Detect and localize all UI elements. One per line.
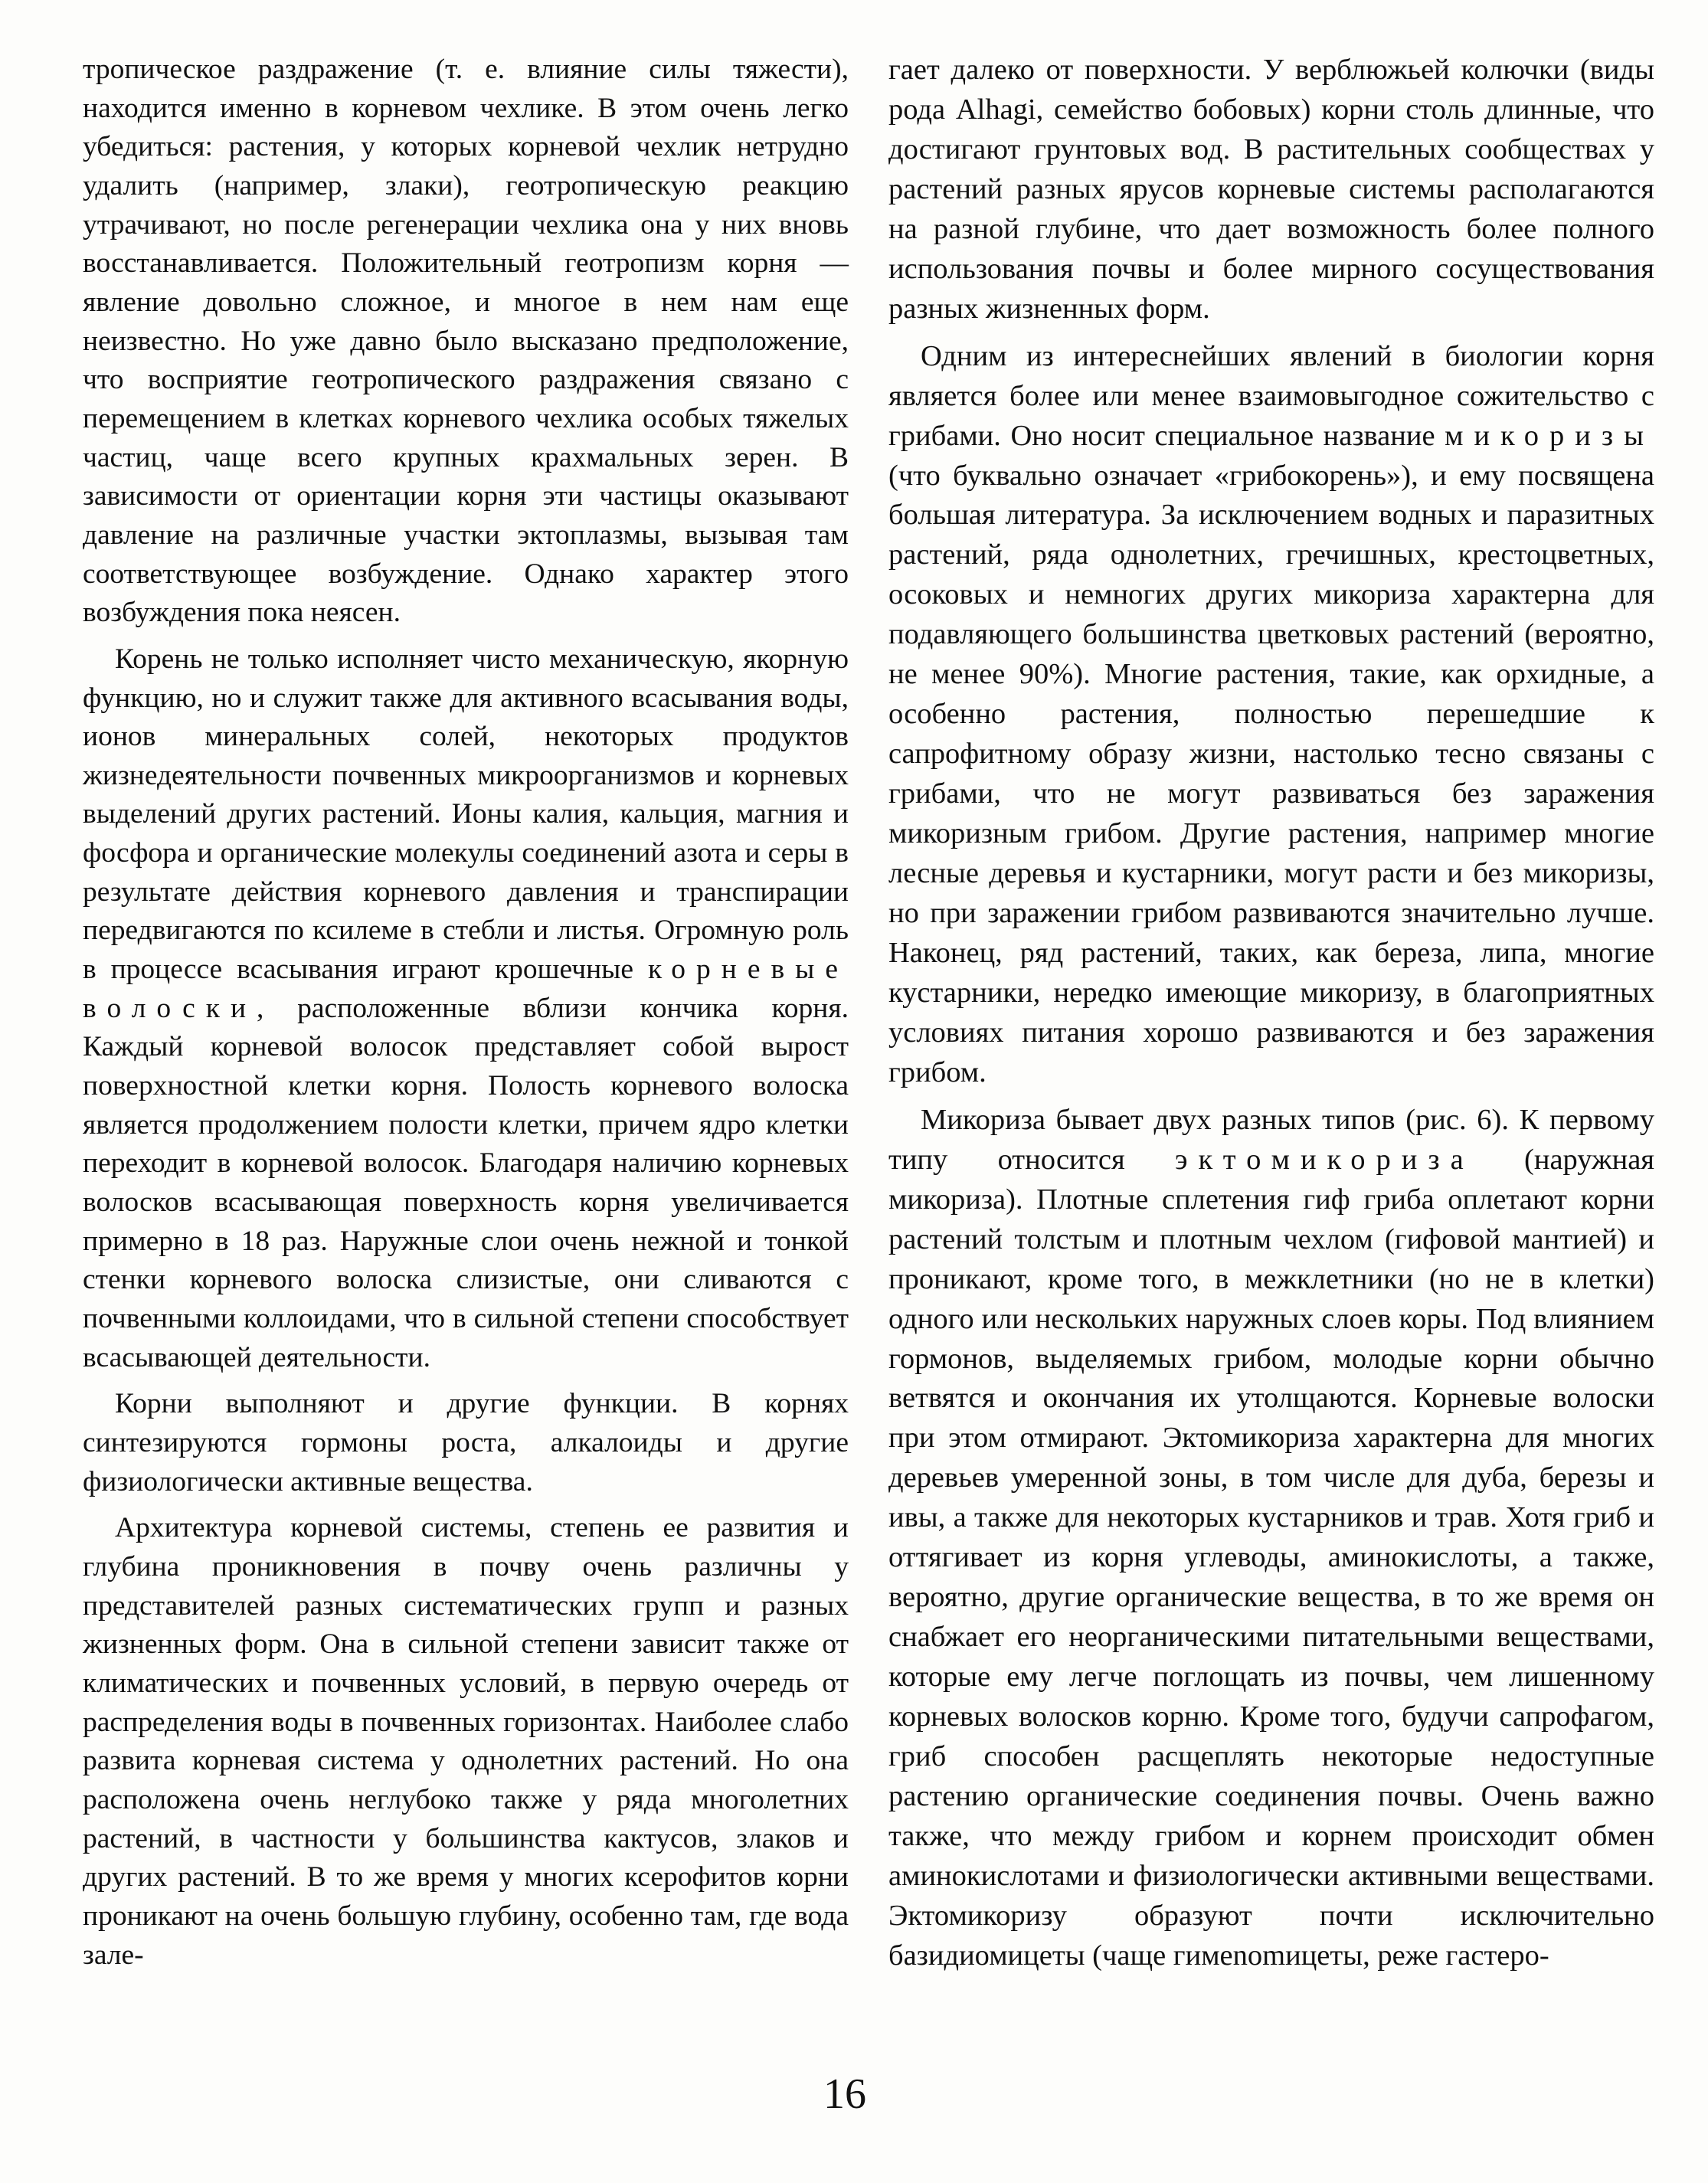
paragraph-text: Корень не только исполняет чисто механическую, якорную функцию, но и служит также для активного всасывания воды, ионов минеральных солей, некоторых продуктов жизнедеятельности почвенных микроорганизмов и корневых выделений других растений. Ионы калия, кальция, магния и фосфора и органические молекулы соединений азота и серы в результате действия корневого давления и транспирации передвигаются по ксилеме в стебли и листья. Огромную роль в процессе всасывания играют крошечные <box>83 643 849 986</box>
spaced-term: корневые волоски <box>83 954 849 1024</box>
right-column <box>888 51 1654 1984</box>
spaced-term: микоризы <box>1445 419 1654 452</box>
spaced-term: эктомикориза <box>1175 1143 1474 1176</box>
paragraph <box>888 1101 1654 1976</box>
paragraph <box>83 640 849 1377</box>
paragraph: Архитектура корневой системы, степень ее развития и глубина проникновения в почву очень различны у представителей разных систематических групп и разных жизненных форм. Она в сильной степени зависит также от климатических и почвенных условий, в первую очередь от распределения воды в почвенных горизонтах. Наиболее слабо развита корневая система у однолетних растений. Но она расположена очень неглубоко также у ряда многолетних растений, в частности у большинства кактусов, злаков и других растений. В то же время у многих ксерофитов корни проникают на очень большую глубину, особенно там, где вода зале- <box>83 1512 849 1971</box>
paragraph: гает далеко от поверхности. У верблюжьей колючки (виды рода Alhagi, семейство бобовых) корни столь длинные, что достигают грунтовых вод. В растительных сообществах у растений разных ярусов корневые системы располагаются на разной глубине, что дает возможность более полного использования почвы и более мирного сосуществования разных жизненных форм. <box>888 54 1654 325</box>
paragraph-text: (наружная микориза). Плотные сплетения гиф гриба оплетают корни растений толстым и плотным чехлом (гифовой мантией) и проникают, кроме того, в межклетники (но не в клетки) одного или нескольких наружных слоев коры. Под влиянием гормонов, выделяемых грибом, молодые корни обычно ветвятся и окончания их утолщаются. Корневые волоски при этом отмирают. Эктомикориза характерна для многих деревьев умеренной зоны, в том числе для дуба, березы и ивы, а также для некоторых кустарников и трав. Хотя гриб и оттягивает из корня углеводы, аминокислоты, а также, вероятно, другие органические вещества, в то же время он снабжает его неорганическими питательными веществами, которые ему легче поглощать из почвы, чем лишенному корневых волосков корню. Кроме того, будучи сапрофагом, гриб способен расщеплять некоторые недоступные растению органические соединения почвы. Очень важно также, что между грибом и корнем происходит обмен аминокислотами и физиологически активными веществами. Эктомикоризу образуют почти исключительно базидиомицеты (чаще гимenomицеты, реже гастеро- <box>888 1143 1655 1972</box>
page-number: 16 <box>823 2070 866 2118</box>
paragraph-text: Микориза бывает двух разных типов (рис. 6). К первому типу относится <box>888 1103 1654 1176</box>
paragraph <box>888 337 1654 1093</box>
paragraph: Корни выполняют и другие функции. В корнях синтезируются гормоны роста, алкалоиды и другие физиологически активные вещества. <box>83 1388 849 1497</box>
paragraph: тропическое раздражение (т. е. влияние силы тяжести), находится именно в корневом чехлике. В этом очень легко убедиться: растения, у которых корневой чехлик нетрудно удалить (например, злаки), геотропическую реакцию утрачивают, но после регенерации чехлика она у них вновь восстанавливается. Положительный геотропизм корня — явление довольно сложное, и многое в нем нам еще неизвестно. Но уже давно было высказано предположение, что восприятие геотропического раздражения связано с перемещением в клетках корневого чехлика особых тяжелых частиц, чаще всего крупных крахмальных зерен. В зависимости от ориентации корня эти частицы оказывают давление на различные участки эктоплазмы, вызывая там соответствующее возбуждение. Однако характер этого возбуждения пока неясен. <box>83 54 849 629</box>
left-column <box>83 51 849 1982</box>
paragraph-text: Одним из интереснейших явлений в биологии корня является более или менее взаимовыгодное сожительство с грибами. Оно носит специальное название <box>888 339 1654 452</box>
paragraph-text: (что буквально означает «грибокорень»), и ему посвящена большая литература. За исключением водных и паразитных растений, ряда однолетних, гречишных, крестоцветных, осоковых и немногих других микориза характерна для подавляющего большинства цветковых растений (вероятно, не менее 90%). Многие растения, такие, как орхидные, а особенно растения, полностью перешедшие к сапрофитному образу жизни, настолько тесно связаны с грибами, что не могут развиваться без заражения микоризным грибом. Другие растения, например многие лесные деревья и кустарники, могут расти и без микоризы, но при заражении грибом развиваются значительно лучше. Наконец, ряд растений, таких, как береза, липа, многие кустарники, нередко имеющие микоризу, в благоприятных условиях питания хорошо развиваются и без заражения грибом. <box>888 459 1654 1088</box>
paragraph-text: , расположенные вблизи кончика корня. Каждый корневой волосок представляет собой вырост поверхностной клетки корня. Полость корневого волоска является продолжением полости клетки, причем ядро клетки переходит в корневой волосок. Благодаря наличию корневых волосков всасывающая поверхность корня увеличивается примерно в 18 раз. Наружные слои очень нежной и тонкой стенки корневого волоска слизистые, они сливаются с почвенными коллоидами, что в сильной степени способствует всасывающей деятельности. <box>83 992 849 1373</box>
